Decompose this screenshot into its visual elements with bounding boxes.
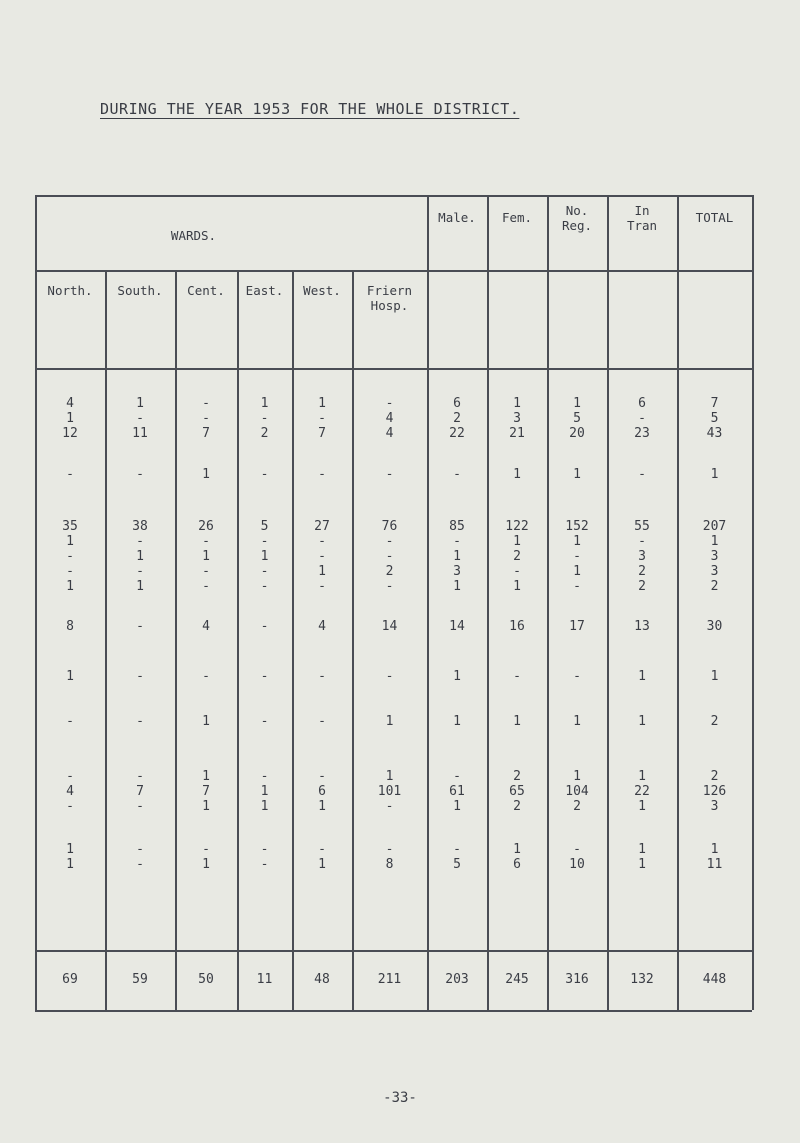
table-cell: -	[260, 769, 269, 784]
table-cell: 43	[706, 426, 723, 441]
table-top-rule	[35, 195, 752, 197]
body-top-rule	[35, 368, 752, 370]
table-cell: -	[638, 411, 646, 426]
table-cell: 14	[449, 619, 465, 634]
table-cell: 1	[573, 769, 581, 784]
table-cell: -	[136, 714, 144, 729]
table-cell: -	[385, 579, 394, 594]
table-cell: 85	[449, 519, 465, 534]
table-cell: 2	[453, 411, 461, 426]
table-cell: 5	[710, 411, 719, 426]
table-cell: -	[260, 857, 269, 872]
table-cell: -	[202, 842, 210, 857]
table-cell: 1	[573, 467, 581, 482]
total-cell: 48	[314, 972, 330, 987]
table-cell: 10	[569, 857, 585, 872]
table-cell: 7	[136, 784, 144, 799]
total-cell: 59	[132, 972, 148, 987]
column-rule	[237, 270, 239, 1010]
table-cell: 5	[260, 519, 269, 534]
table-cell: -	[573, 842, 581, 857]
table-cell: 6	[318, 784, 326, 799]
table-cell: 65	[509, 784, 525, 799]
table-cell: 1	[318, 857, 326, 872]
table-cell: 26	[198, 519, 214, 534]
table-cell: 8	[385, 857, 394, 872]
table-cell: 1	[260, 549, 269, 564]
table-cell: -	[260, 411, 269, 426]
table-cell: 8	[66, 619, 74, 634]
table-cell: 23	[634, 426, 650, 441]
table-cell: -	[573, 549, 581, 564]
table-cell: 20	[569, 426, 585, 441]
table-cell: 1	[66, 411, 74, 426]
table-cell: 2	[710, 769, 719, 784]
table-cell: 4	[385, 411, 394, 426]
table-cell: 11	[132, 426, 148, 441]
table-cell: 27	[314, 519, 330, 534]
table-cell: -	[638, 467, 646, 482]
table-cell: -	[136, 411, 144, 426]
table-cell: 1	[638, 714, 646, 729]
table-cell: 2	[513, 549, 521, 564]
table-cell: 1	[385, 769, 394, 784]
page-title: DURING THE YEAR 1953 FOR THE WHOLE DISTRICT.	[100, 100, 520, 118]
table-cell: 61	[449, 784, 465, 799]
table-cell: -	[260, 579, 269, 594]
table-cell: 5	[573, 411, 581, 426]
table-cell: -	[453, 842, 461, 857]
column-header: TOTAL	[695, 210, 734, 225]
table-cell: 1	[513, 396, 521, 411]
table-cell: 1	[202, 467, 210, 482]
table-cell: 1	[638, 769, 646, 784]
column-rule	[35, 195, 37, 1010]
table-cell: 1	[638, 857, 646, 872]
table-cell: -	[453, 467, 461, 482]
table-cell: 7	[202, 784, 210, 799]
table-cell: -	[66, 714, 74, 729]
table-cell: -	[318, 842, 326, 857]
table-cell: 1	[202, 714, 210, 729]
table-cell: 2	[513, 769, 521, 784]
table-cell: 1	[202, 857, 210, 872]
table-bottom-rule	[35, 1010, 752, 1012]
ward-header: North.	[47, 283, 93, 298]
table-cell: 35	[62, 519, 78, 534]
table-cell: -	[638, 534, 646, 549]
table-cell: 1	[318, 564, 326, 579]
table-cell: -	[260, 467, 269, 482]
column-rule	[175, 270, 177, 1010]
table-cell: 2	[710, 579, 719, 594]
table-cell: 4	[66, 396, 74, 411]
table-cell: -	[202, 579, 210, 594]
table-cell: 4	[66, 784, 74, 799]
table-cell: 16	[509, 619, 525, 634]
total-cell: 69	[62, 972, 78, 987]
table-cell: 1	[136, 579, 144, 594]
table-cell: 1	[638, 842, 646, 857]
table-cell: 1	[573, 564, 581, 579]
table-cell: -	[513, 564, 521, 579]
table-cell: -	[136, 669, 144, 684]
table-cell: 3	[710, 799, 719, 814]
table-cell: -	[385, 549, 394, 564]
table-cell: -	[260, 714, 269, 729]
wards-header: WARDS.	[170, 228, 217, 243]
table-cell: -	[513, 669, 521, 684]
table-cell: -	[202, 669, 210, 684]
table-cell: 1	[66, 579, 74, 594]
table-cell: -	[260, 534, 269, 549]
table-cell: 7	[318, 426, 326, 441]
table-cell: 1	[513, 579, 521, 594]
table-cell: 1	[260, 396, 269, 411]
table-cell: -	[318, 549, 326, 564]
table-cell: 104	[565, 784, 589, 799]
table-cell: 7	[202, 426, 210, 441]
table-cell: 76	[381, 519, 398, 534]
table-cell: 1	[202, 799, 210, 814]
table-cell: -	[453, 769, 461, 784]
table-cell: -	[202, 411, 210, 426]
page-number: -33-	[383, 1090, 417, 1106]
table-cell: 2	[260, 426, 269, 441]
header-split-rule	[35, 270, 752, 272]
table-cell: 1	[260, 784, 269, 799]
table-cell: 6	[453, 396, 461, 411]
table-cell: 1	[385, 714, 394, 729]
table-cell: 1	[638, 799, 646, 814]
table-cell: 2	[513, 799, 521, 814]
table-cell: -	[318, 769, 326, 784]
table-cell: 1	[318, 396, 326, 411]
table-cell: -	[385, 467, 394, 482]
table-cell: -	[66, 799, 74, 814]
table-cell: -	[573, 579, 581, 594]
table-cell: 2	[710, 714, 719, 729]
total-cell: 11	[256, 972, 273, 987]
table-cell: 7	[710, 396, 719, 411]
table-cell: 30	[706, 619, 723, 634]
column-header: In Tran	[626, 203, 658, 233]
table-cell: -	[385, 799, 394, 814]
table-cell: 2	[573, 799, 581, 814]
table-cell: 1	[136, 396, 144, 411]
table-cell: 1	[453, 799, 461, 814]
table-cell: 12	[62, 426, 78, 441]
table-cell: 21	[509, 426, 525, 441]
table-cell: 11	[706, 857, 723, 872]
table-cell: 1	[573, 534, 581, 549]
table-cell: 3	[513, 411, 521, 426]
total-cell: 245	[505, 972, 529, 987]
ward-header: Cent.	[187, 283, 225, 298]
column-header: Fem.	[501, 210, 533, 225]
table-cell: -	[318, 669, 326, 684]
column-rule	[752, 195, 754, 1010]
table-cell: -	[66, 467, 74, 482]
table-cell: 1	[66, 857, 74, 872]
table-cell: -	[385, 396, 394, 411]
table-cell: 1	[710, 669, 719, 684]
table-cell: 1	[453, 549, 461, 564]
table-cell: 2	[638, 579, 646, 594]
ward-header: East.	[245, 283, 284, 298]
table-cell: 207	[702, 519, 727, 534]
table-cell: 1	[513, 714, 521, 729]
table-cell: 1	[453, 579, 461, 594]
table-cell: 1	[513, 467, 521, 482]
table-cell: 3	[710, 549, 719, 564]
table-cell: 1	[136, 549, 144, 564]
total-cell: 211	[377, 972, 402, 987]
total-cell: 203	[445, 972, 469, 987]
table-cell: 1	[202, 769, 210, 784]
table-cell: -	[318, 534, 326, 549]
table-cell: 1	[573, 396, 581, 411]
table-cell: -	[66, 564, 74, 579]
table-cell: 1	[573, 714, 581, 729]
column-header: No. Reg.	[561, 203, 593, 233]
table-cell: 1	[66, 669, 74, 684]
table-cell: 1	[260, 799, 269, 814]
table-cell: 1	[710, 467, 719, 482]
table-cell: 1	[453, 669, 461, 684]
table-cell: 101	[377, 784, 402, 799]
table-cell: 55	[634, 519, 650, 534]
table-cell: -	[260, 564, 269, 579]
table-cell: -	[136, 619, 144, 634]
ward-header: South.	[117, 283, 163, 298]
column-header: Male.	[438, 210, 476, 225]
table-cell: 1	[318, 799, 326, 814]
table-cell: 1	[513, 534, 521, 549]
table-cell: 13	[634, 619, 650, 634]
table-cell: -	[318, 467, 326, 482]
table-cell: 152	[565, 519, 589, 534]
table-cell: -	[136, 564, 144, 579]
table-cell: -	[260, 842, 269, 857]
table-cell: -	[136, 769, 144, 784]
column-rule	[427, 195, 429, 1010]
total-cell: 316	[565, 972, 589, 987]
table-cell: -	[136, 799, 144, 814]
column-rule	[487, 195, 489, 1010]
table-cell: -	[385, 534, 394, 549]
column-rule	[105, 270, 107, 1010]
table-cell: 122	[505, 519, 529, 534]
table-cell: -	[573, 669, 581, 684]
table-cell: 1	[638, 669, 646, 684]
column-rule	[677, 195, 679, 1010]
table-cell: 1	[710, 842, 719, 857]
column-rule	[292, 270, 294, 1010]
total-cell: 132	[630, 972, 654, 987]
table-cell: -	[66, 549, 74, 564]
table-cell: -	[136, 467, 144, 482]
table-cell: 22	[634, 784, 650, 799]
table-cell: 1	[66, 534, 74, 549]
table-cell: 4	[318, 619, 326, 634]
table-cell: 4	[385, 426, 394, 441]
total-cell: 448	[702, 972, 727, 987]
table-cell: -	[318, 411, 326, 426]
table-cell: 2	[638, 564, 646, 579]
table-cell: -	[260, 619, 269, 634]
table-cell: -	[136, 842, 144, 857]
column-rule	[547, 195, 549, 1010]
table-cell: 17	[569, 619, 585, 634]
table-cell: 5	[453, 857, 461, 872]
table-cell: -	[136, 534, 144, 549]
table-cell: 1	[202, 549, 210, 564]
table-cell: 6	[513, 857, 521, 872]
table-cell: 1	[453, 714, 461, 729]
table-cell: -	[318, 714, 326, 729]
column-rule	[352, 270, 354, 1010]
table-cell: -	[318, 579, 326, 594]
table-cell: 1	[66, 842, 74, 857]
table-cell: -	[136, 857, 144, 872]
table-cell: 3	[638, 549, 646, 564]
totals-top-rule	[35, 950, 752, 952]
table-cell: 126	[702, 784, 727, 799]
table-cell: 38	[132, 519, 148, 534]
table-cell: -	[385, 842, 394, 857]
table-cell: 22	[449, 426, 465, 441]
table-cell: -	[202, 534, 210, 549]
table-cell: 1	[513, 842, 521, 857]
table-cell: -	[260, 669, 269, 684]
table-cell: -	[202, 396, 210, 411]
ward-header: West.	[303, 283, 341, 298]
table-cell: -	[453, 534, 461, 549]
table-cell: 2	[385, 564, 394, 579]
table-cell: -	[66, 769, 74, 784]
table-cell: 6	[638, 396, 646, 411]
table-cell: -	[202, 564, 210, 579]
table-cell: 4	[202, 619, 210, 634]
table-cell: 1	[710, 534, 719, 549]
table-cell: -	[385, 669, 394, 684]
table-cell: 3	[453, 564, 461, 579]
column-rule	[607, 195, 609, 1010]
ward-header: Friern Hosp.	[366, 283, 413, 313]
table-cell: 14	[381, 619, 398, 634]
table-cell: 3	[710, 564, 719, 579]
total-cell: 50	[198, 972, 214, 987]
